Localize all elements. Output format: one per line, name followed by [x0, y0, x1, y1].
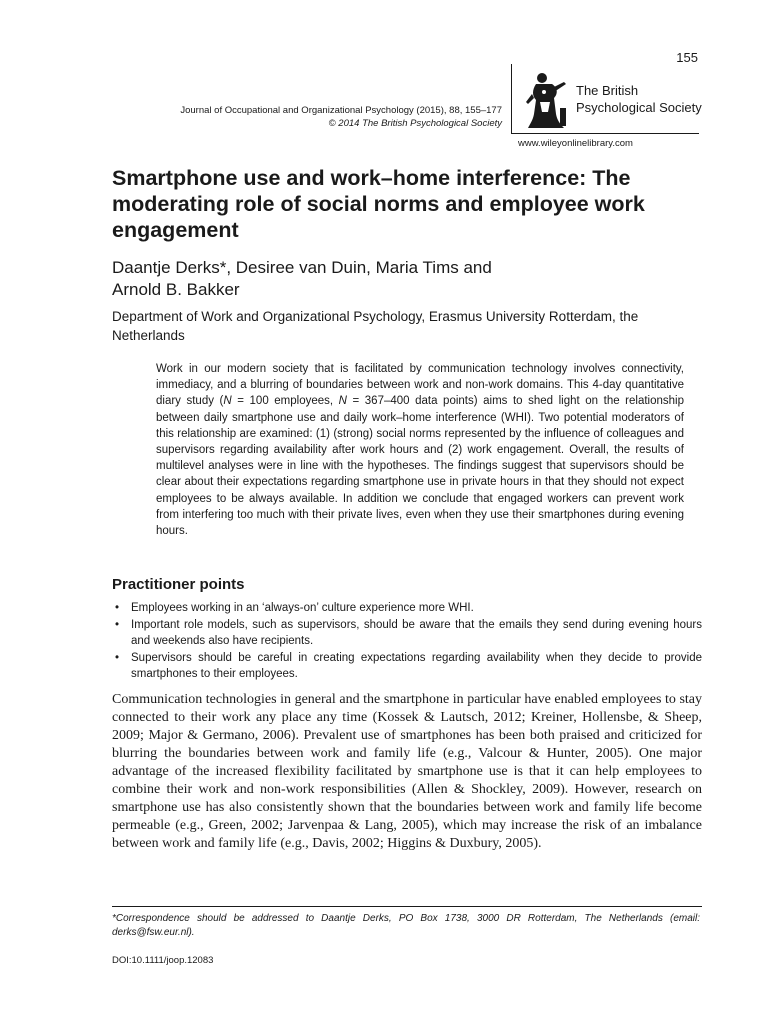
doi: DOI:10.1111/joop.12083 — [112, 955, 214, 966]
authors-line-2: Arnold B. Bakker — [112, 280, 240, 299]
practitioner-points-list — [112, 600, 702, 683]
abstract — [156, 361, 684, 539]
author-list — [112, 257, 712, 301]
list-item-text: Supervisors should be careful in creating expectations regarding availability when they decide to provide smartphones to their employees. — [131, 651, 702, 680]
journal-citation — [120, 104, 502, 130]
abstract-n-symbol-2: N — [338, 395, 347, 408]
society-name-line-2: Psychological Society — [576, 100, 702, 115]
list-item-text: Important role models, such as supervisors, should be aware that the emails they send during evening hours and weekends also have recipients. — [131, 618, 702, 647]
bullet-icon: • — [115, 651, 120, 664]
abstract-text-3: = 367–400 data points) aims to shed light on the relationship between daily smartphone use and daily work–home interference (WHI). Two potential moderators of this relationship are examined: (1) (strong) social norms represented by the influence of colleagues and supervisors regarding availability after work hours and (2) work engagement. Overall, the results of multilevel analyses were in line with the hypotheses. The findings suggest that supervisors should be clear about their expectations regarding smartphone use in private hours in that they should not expect employees to be always available. In addition we conclude that engaged workers can prevent work from interfering too much with their private lives, even when they use their smartphones during evening hours. — [156, 395, 684, 538]
journal-line: Journal of Occupational and Organizational Psychology (2015), 88, 155–177 — [180, 105, 502, 116]
list-item — [112, 617, 702, 650]
affiliation: Department of Work and Organizational Psychology, Erasmus University Rotterdam, the Netherlands — [112, 309, 639, 343]
correspondence-footnote: *Correspondence should be addressed to Daantje Derks, PO Box 1738, 3000 DR Rotterdam, The Netherlands (email: derks@fsw.eur.nl). — [112, 913, 700, 938]
footnote-rule — [112, 906, 702, 907]
article-title: Smartphone use and work–home interference: The moderating role of social norms and employee work engagement — [112, 166, 645, 242]
body-paragraph: Communication technologies in general and the smartphone in particular have enabled employees to stay connected to their work any place any time (Kossek & Lautsch, 2012; Kreiner, Hollensbe, & Sheep, 2009; Major & Germano, 2006). Prevalent use of smartphones has been both praised and criticized for blurring the boundaries between work and family life (e.g., Valcour & Hunter, 2005). One major advantage of the increased flexibility facilitated by smartphone use is that it can help employees to combine their work and non-work responsibilities (Allen & Shockley, 2009). However, research on smartphone use has also consistently shown that the boundaries between work and family life become permeable (e.g., Green, 2002; Jarvenpaa & Lang, 2005), which may increase the risk of an imbalance between work and family life (e.g., Davis, 2002; Higgins & Duxbury, 2005). — [112, 692, 702, 851]
bullet-icon: • — [115, 602, 120, 614]
bullet-icon: • — [115, 618, 120, 631]
copyright-line: © 2014 The British Psychological Society — [328, 118, 502, 129]
header-vertical-rule — [511, 64, 512, 133]
abstract-n-symbol-1: N — [223, 395, 232, 408]
authors-line-1: Daantje Derks*, Desiree van Duin, Maria Tims and — [112, 258, 492, 277]
page-number: 155 — [676, 50, 698, 65]
practitioner-points-heading: Practitioner points — [112, 576, 245, 593]
society-logo-icon — [524, 68, 570, 130]
list-item-text: Employees working in an ‘always-on’ culture experience more WHI. — [131, 602, 474, 614]
website-link[interactable]: www.wileyonlinelibrary.com — [518, 138, 633, 149]
society-name — [576, 82, 706, 116]
abstract-text-2: = 100 employees, — [231, 395, 339, 408]
society-name-line-1: The British — [576, 83, 639, 98]
list-item — [112, 650, 702, 683]
list-item — [112, 600, 702, 617]
header-horizontal-rule — [511, 133, 699, 134]
abstract-text-1: Work in our modern society that is facilitated by communication technology involves connectivity, immediacy, and a blurring of boundaries between work and non-work domains. This 4-day quantitative diary study ( — [156, 363, 684, 408]
